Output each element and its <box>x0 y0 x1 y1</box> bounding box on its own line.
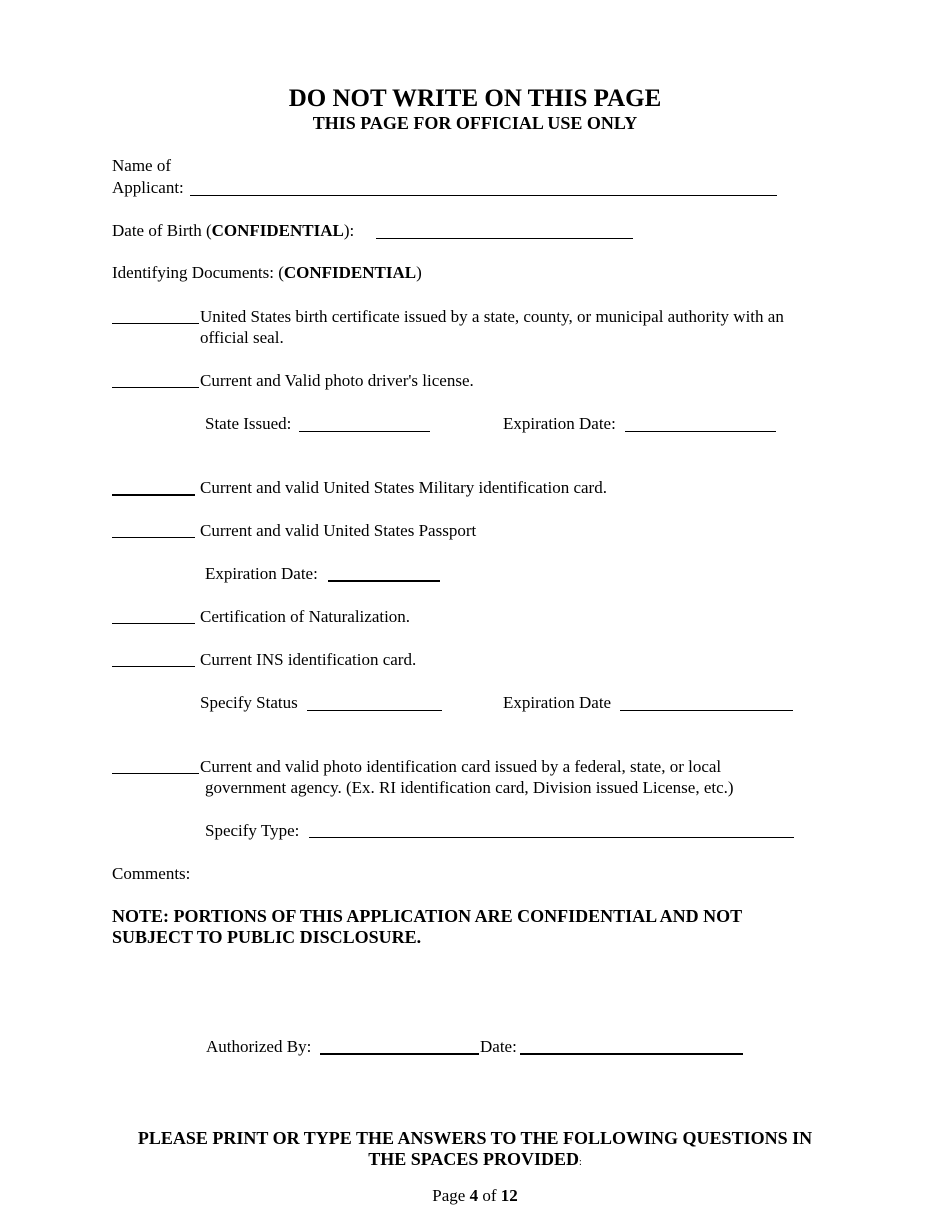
authorization-date-label: Date: <box>480 1037 517 1056</box>
dob-label: Date of Birth (CONFIDENTIAL): <box>112 221 355 240</box>
confidential-note-line2: SUBJECT TO PUBLIC DISCLOSURE. <box>112 927 422 947</box>
passport-text: Current and valid United States Passport <box>200 521 477 540</box>
passport-check-line[interactable] <box>112 537 195 538</box>
birth-certificate-check-line[interactable] <box>112 323 199 324</box>
birth-certificate-text-line2: official seal. <box>200 328 284 347</box>
ins-card-check-line[interactable] <box>112 666 195 667</box>
state-issued-label: State Issued: <box>205 414 292 433</box>
military-id-check-line[interactable] <box>112 494 195 496</box>
passport-expiration-label: Expiration Date: <box>205 564 318 583</box>
specify-status-label: Specify Status <box>200 693 298 712</box>
drivers-license-check-line[interactable] <box>112 387 199 388</box>
drivers-license-text: Current and Valid photo driver's license. <box>200 371 474 390</box>
footer-instruction-line2: THE SPACES PROVIDED: <box>368 1149 582 1169</box>
ins-expiration-label: Expiration Date <box>503 693 612 712</box>
name-label-line1: Name of <box>112 156 172 175</box>
ins-card-text: Current INS identification card. <box>200 650 417 669</box>
specify-status-field[interactable] <box>307 710 442 711</box>
state-issued-field[interactable] <box>299 431 430 432</box>
comments-label: Comments: <box>112 864 191 883</box>
military-id-text: Current and valid United States Military identification card. <box>200 478 607 497</box>
authorized-by-label: Authorized By: <box>206 1037 312 1056</box>
name-label-line2: Applicant: <box>112 178 184 197</box>
confidential-note-line1: NOTE: PORTIONS OF THIS APPLICATION ARE CONFIDENTIAL AND NOT <box>112 906 743 926</box>
ins-expiration-field[interactable] <box>620 710 793 711</box>
page-subtitle: THIS PAGE FOR OFFICIAL USE ONLY <box>312 113 638 133</box>
naturalization-text: Certification of Naturalization. <box>200 607 411 626</box>
passport-expiration-field[interactable] <box>328 580 440 582</box>
license-expiration-field[interactable] <box>625 431 776 432</box>
identifying-documents-label: Identifying Documents: (CONFIDENTIAL) <box>112 263 422 282</box>
dob-field[interactable] <box>376 238 633 239</box>
naturalization-check-line[interactable] <box>112 623 195 624</box>
specify-type-field[interactable] <box>309 837 794 838</box>
authorization-date-field[interactable] <box>520 1053 743 1055</box>
photo-id-text-line2: government agency. (Ex. RI identification card, Division issued License, etc.) <box>205 778 734 797</box>
page-number: Page 4 of 12 <box>432 1186 518 1205</box>
specify-type-label: Specify Type: <box>205 821 300 840</box>
license-expiration-label: Expiration Date: <box>503 414 616 433</box>
photo-id-check-line[interactable] <box>112 773 199 774</box>
birth-certificate-text-line1: United States birth certificate issued by a state, county, or municipal authority with an <box>200 307 784 326</box>
applicant-name-field[interactable] <box>190 195 777 196</box>
photo-id-text-line1: Current and valid photo identification card issued by a federal, state, or local <box>200 757 722 776</box>
page-title: DO NOT WRITE ON THIS PAGE <box>288 85 662 112</box>
footer-instruction-line1: PLEASE PRINT OR TYPE THE ANSWERS TO THE FOLLOWING QUESTIONS IN <box>137 1128 813 1148</box>
authorized-by-field[interactable] <box>320 1053 479 1055</box>
